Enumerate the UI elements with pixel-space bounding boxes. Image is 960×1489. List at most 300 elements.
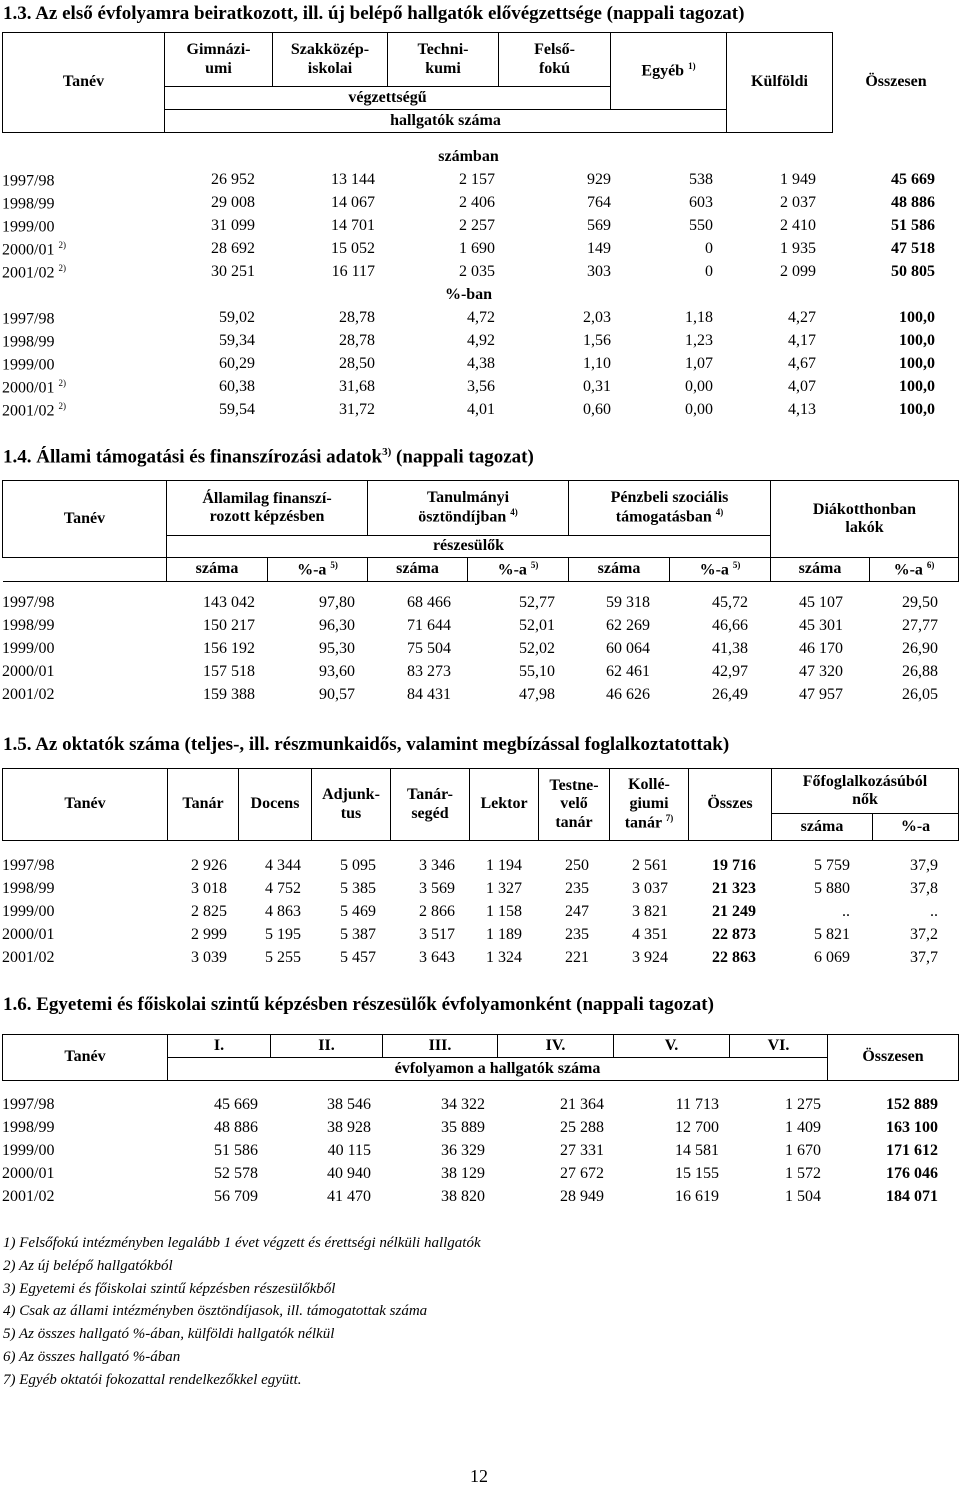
value-cell: 184 071 (886, 1188, 938, 1206)
value-cell: 159 388 (203, 686, 255, 704)
value-cell: 62 461 (606, 663, 650, 681)
value-cell: 52,77 (519, 594, 555, 612)
value-cell: 5 385 (340, 880, 376, 898)
value-cell: 100,0 (899, 378, 935, 396)
value-cell: 0,00 (685, 378, 713, 396)
value-cell: 45,72 (712, 594, 748, 612)
value-cell: 60,29 (219, 355, 255, 373)
value-cell: 34 322 (441, 1096, 485, 1114)
value-cell: 25 288 (560, 1119, 604, 1137)
value-cell: 1 949 (780, 171, 816, 189)
table-row (2, 878, 938, 901)
value-cell: 2 037 (780, 194, 816, 212)
value-cell: 48 886 (891, 194, 935, 212)
value-cell: 28 949 (560, 1188, 604, 1206)
value-cell: 38 820 (441, 1188, 485, 1206)
header-tanev: Tanév (3, 481, 167, 558)
value-cell: 1 327 (486, 880, 522, 898)
table-row (2, 901, 938, 924)
value-cell: 97,80 (319, 594, 355, 612)
value-cell: 3 569 (419, 880, 455, 898)
table-1-4-title: 1.4. Állami támogatási és finanszírozási adatok$^{3)}$ (nappali tagozat) (3, 446, 534, 468)
value-cell: 1 189 (486, 926, 522, 944)
year-cell: 2000/01 (2, 1165, 55, 1183)
header-evf-6: VI. (730, 1035, 828, 1058)
year-cell: 1998/99 (2, 332, 55, 350)
value-cell: 59 318 (606, 594, 650, 612)
value-cell: 40 115 (327, 1142, 371, 1160)
header-evf-3: III. (383, 1035, 498, 1058)
year-cell: 2000/01 $^{2)}$ (2, 239, 66, 258)
value-cell: 31 099 (211, 217, 255, 235)
value-cell: 60,38 (219, 378, 255, 396)
table-row (2, 1117, 938, 1140)
value-cell: 48 886 (214, 1119, 258, 1137)
value-cell: 1 504 (785, 1188, 821, 1206)
year-cell: 1999/00 (2, 355, 55, 373)
value-cell: 14 701 (331, 217, 375, 235)
value-cell: 52,02 (519, 640, 555, 658)
year-cell: 2000/01 (2, 926, 55, 944)
header-reszesulok: részesülők (167, 536, 771, 558)
value-cell: 4 752 (265, 880, 301, 898)
value-cell: 11 713 (675, 1096, 719, 1114)
value-cell: 157 518 (203, 663, 255, 681)
value-cell: 28,78 (339, 309, 375, 327)
value-cell: 3 924 (632, 949, 668, 967)
value-cell: .. (930, 903, 938, 921)
header-diakotthon: Diákotthonban lakók (771, 481, 959, 558)
footnote: 4) Csak az állami intézményben ösztöndíjasok, ill. támogatottak száma (3, 1303, 428, 1320)
table-1-6-header (2, 1034, 959, 1081)
value-cell: 28 692 (211, 240, 255, 258)
value-cell: 52 578 (214, 1165, 258, 1183)
value-cell: 2 561 (632, 857, 668, 875)
value-cell: 150 217 (203, 617, 255, 635)
year-cell: 2001/02 (2, 949, 55, 967)
header-pct: %-a $^{5)}$ (268, 558, 368, 582)
value-cell: 41,38 (712, 640, 748, 658)
value-cell: 235 (565, 880, 589, 898)
value-cell: 156 192 (203, 640, 255, 658)
value-cell: .. (842, 903, 850, 921)
value-cell: 68 466 (407, 594, 451, 612)
footnote: 3) Egyetemi és főiskolai szintű képzésben részesülőkből (3, 1280, 336, 1297)
footnote: 6) Az összes hallgató %-ában (3, 1348, 181, 1365)
value-cell: 1,07 (685, 355, 713, 373)
value-cell: 96,30 (319, 617, 355, 635)
value-cell: 2 866 (419, 903, 455, 921)
value-cell: 4 344 (265, 857, 301, 875)
value-cell: 37,2 (910, 926, 938, 944)
table-1-5-body (2, 855, 938, 970)
header-felsofoku: Felső- fokú (499, 33, 611, 87)
value-cell: 47 320 (799, 663, 843, 681)
header-tanev: Tanév (3, 33, 165, 133)
header-evfolyamon: évfolyamon a hallgatók száma (168, 1058, 828, 1081)
table-row (2, 146, 935, 169)
value-cell: 152 889 (886, 1096, 938, 1114)
table-row (2, 947, 938, 970)
value-cell: 176 046 (886, 1165, 938, 1183)
value-cell: 4,38 (467, 355, 495, 373)
table-row (2, 307, 935, 330)
table-row (2, 238, 935, 261)
value-cell: 2 035 (459, 263, 495, 281)
year-cell: 2001/02 (2, 1188, 55, 1206)
value-cell: 1,18 (685, 309, 713, 327)
value-cell: 62 269 (606, 617, 650, 635)
value-cell: 0,60 (583, 401, 611, 419)
value-cell: 51 586 (214, 1142, 258, 1160)
value-cell: 35 889 (441, 1119, 485, 1137)
header-pct: %-a $^{5)}$ (670, 558, 771, 582)
header-lektor: Lektor (470, 769, 539, 841)
header-hallgatok-szama: hallgatók száma (165, 110, 727, 133)
value-cell: 4,13 (788, 401, 816, 419)
header-evf-5: V. (614, 1035, 730, 1058)
value-cell: 1,56 (583, 332, 611, 350)
header-osszesen: Összesen (828, 1035, 959, 1081)
value-cell: 52,01 (519, 617, 555, 635)
year-cell: 1998/99 (2, 1119, 55, 1137)
value-cell: 46 170 (799, 640, 843, 658)
value-cell: 22 873 (712, 926, 756, 944)
header-tanar: Tanár (168, 769, 239, 841)
year-cell: 1997/98 (2, 594, 55, 612)
value-cell: 95,30 (319, 640, 355, 658)
value-cell: 46 626 (606, 686, 650, 704)
value-cell: 12 700 (675, 1119, 719, 1137)
section-label: számban (438, 148, 499, 166)
year-cell: 2001/02 (2, 686, 55, 704)
value-cell: 5 821 (814, 926, 850, 944)
value-cell: 38 129 (441, 1165, 485, 1183)
value-cell: 29,50 (902, 594, 938, 612)
value-cell: 100,0 (899, 355, 935, 373)
value-cell: 929 (587, 171, 611, 189)
table-row (2, 261, 935, 284)
value-cell: 2 825 (191, 903, 227, 921)
value-cell: 5 759 (814, 857, 850, 875)
value-cell: 42,97 (712, 663, 748, 681)
value-cell: 4,01 (467, 401, 495, 419)
value-cell: 45 107 (799, 594, 843, 612)
header-adjunktus: Adjunk- tus (312, 769, 391, 841)
value-cell: 4 351 (632, 926, 668, 944)
table-1-4-body (2, 592, 938, 707)
value-cell: 3 643 (419, 949, 455, 967)
header-tanev: Tanév (3, 1035, 168, 1081)
value-cell: 4,27 (788, 309, 816, 327)
value-cell: 19 716 (712, 857, 756, 875)
value-cell: 303 (587, 263, 611, 281)
header-szakkozepiskolai: Szakközép- iskolai (273, 33, 388, 87)
value-cell: 5 469 (340, 903, 376, 921)
header-kollegiumi: Kollé- giumi tanár $^{7)}$ (610, 769, 689, 841)
header-docens: Docens (239, 769, 312, 841)
value-cell: 2 257 (459, 217, 495, 235)
value-cell: 16 117 (331, 263, 375, 281)
header-technikumi: Techni- kumi (388, 33, 499, 87)
value-cell: 15 052 (331, 240, 375, 258)
value-cell: 26,49 (712, 686, 748, 704)
table-row (2, 1140, 938, 1163)
value-cell: 1 324 (486, 949, 522, 967)
value-cell: 538 (689, 171, 713, 189)
header-gimnaziumi: Gimnázi- umi (165, 33, 273, 87)
value-cell: 38 546 (327, 1096, 371, 1114)
value-cell: 247 (565, 903, 589, 921)
value-cell: 21 364 (560, 1096, 604, 1114)
header-szama: száma (771, 558, 870, 582)
year-cell: 1998/99 (2, 617, 55, 635)
value-cell: 27 331 (560, 1142, 604, 1160)
value-cell: 45 669 (214, 1096, 258, 1114)
value-cell: 13 144 (331, 171, 375, 189)
value-cell: 235 (565, 926, 589, 944)
header-tanarsegeg: Tanár- segéd (391, 769, 470, 841)
header-allamilag: Államilag finanszí- rozott képzésben (167, 481, 368, 536)
value-cell: 4,92 (467, 332, 495, 350)
value-cell: 2 999 (191, 926, 227, 944)
value-cell: 36 329 (441, 1142, 485, 1160)
value-cell: 4,72 (467, 309, 495, 327)
header-evf-1: I. (168, 1035, 271, 1058)
value-cell: 2,03 (583, 309, 611, 327)
table-row (2, 215, 935, 238)
value-cell: 149 (587, 240, 611, 258)
table-row (2, 1186, 938, 1209)
footnotes (3, 1232, 481, 1392)
value-cell: 47 518 (891, 240, 935, 258)
header-osszes: Összes (689, 769, 772, 841)
table-1-6-body (2, 1094, 938, 1209)
value-cell: 4,07 (788, 378, 816, 396)
table-row (2, 376, 935, 399)
header-vegzettsegu: végzettségű (165, 87, 611, 110)
table-row (2, 330, 935, 353)
year-cell: 1999/00 (2, 903, 55, 921)
value-cell: 46,66 (712, 617, 748, 635)
table-row (2, 661, 938, 684)
table-row (2, 284, 935, 307)
value-cell: 28,78 (339, 332, 375, 350)
value-cell: 60 064 (606, 640, 650, 658)
value-cell: 100,0 (899, 401, 935, 419)
value-cell: 100,0 (899, 309, 935, 327)
table-row (2, 1094, 938, 1117)
value-cell: 93,60 (319, 663, 355, 681)
value-cell: 45 301 (799, 617, 843, 635)
value-cell: 40 940 (327, 1165, 371, 1183)
value-cell: 3,56 (467, 378, 495, 396)
table-1-3-header (2, 32, 959, 133)
value-cell: 3 018 (191, 880, 227, 898)
header-osszesen: Összesen (865, 73, 927, 91)
value-cell: 75 504 (407, 640, 451, 658)
value-cell: 47 957 (799, 686, 843, 704)
value-cell: 100,0 (899, 332, 935, 350)
value-cell: 37,7 (910, 949, 938, 967)
value-cell: 1 935 (780, 240, 816, 258)
value-cell: 50 805 (891, 263, 935, 281)
value-cell: 1,23 (685, 332, 713, 350)
value-cell: 550 (689, 217, 713, 235)
value-cell: 163 100 (886, 1119, 938, 1137)
value-cell: 29 008 (211, 194, 255, 212)
value-cell: 6 069 (814, 949, 850, 967)
table-1-3-title: 1.3. Az első évfolyamra beiratkozott, ill. új belépő hallgatók elővégzettsége (nappali tagozat) (3, 3, 745, 24)
value-cell: 37,8 (910, 880, 938, 898)
header-fofoglalkozasu: Főfoglalkozásúból nők (772, 769, 959, 814)
table-row (2, 638, 938, 661)
value-cell: 71 644 (407, 617, 451, 635)
table-1-5-header (2, 768, 959, 841)
table-row (2, 353, 935, 376)
value-cell: 3 517 (419, 926, 455, 944)
table-1-5-title: 1.5. Az oktatók száma (teljes-, ill. részmunkaidős, valamint megbízással foglalkoztatottak) (3, 734, 730, 755)
value-cell: 221 (565, 949, 589, 967)
header-penzbeli: Pénzbeli szociális támogatásban $^{4)}$ (569, 481, 771, 536)
value-cell: 1 572 (785, 1165, 821, 1183)
value-cell: 90,57 (319, 686, 355, 704)
value-cell: 2 926 (191, 857, 227, 875)
value-cell: 5 095 (340, 857, 376, 875)
value-cell: 59,02 (219, 309, 255, 327)
value-cell: 1 670 (785, 1142, 821, 1160)
header-szama: száma (167, 558, 268, 582)
value-cell: 28,50 (339, 355, 375, 373)
year-cell: 1999/00 (2, 1142, 55, 1160)
footnote: 5) Az összes hallgató %-ában, külföldi hallgatók nélkül (3, 1326, 335, 1343)
value-cell: 26,05 (902, 686, 938, 704)
year-cell: 1998/99 (2, 880, 55, 898)
value-cell: 30 251 (211, 263, 255, 281)
value-cell: 59,34 (219, 332, 255, 350)
value-cell: 27,77 (902, 617, 938, 635)
header-szama: száma (368, 558, 468, 582)
header-tanev: Tanév (3, 769, 168, 841)
value-cell: 38 928 (327, 1119, 371, 1137)
value-cell: 26,88 (902, 663, 938, 681)
value-cell: 171 612 (886, 1142, 938, 1160)
value-cell: 21 323 (712, 880, 756, 898)
value-cell: 569 (587, 217, 611, 235)
value-cell: 83 273 (407, 663, 451, 681)
table-row (2, 615, 938, 638)
value-cell: 16 619 (675, 1188, 719, 1206)
table-row (2, 399, 935, 422)
value-cell: 41 470 (327, 1188, 371, 1206)
value-cell: 5 255 (265, 949, 301, 967)
value-cell: 47,98 (519, 686, 555, 704)
value-cell: 0,00 (685, 401, 713, 419)
value-cell: 21 249 (712, 903, 756, 921)
value-cell: 1 690 (459, 240, 495, 258)
value-cell: 603 (689, 194, 713, 212)
value-cell: 2 406 (459, 194, 495, 212)
value-cell: 0,31 (583, 378, 611, 396)
table-row (2, 855, 938, 878)
header-szama: száma (772, 814, 873, 841)
value-cell: 22 863 (712, 949, 756, 967)
value-cell: 2 410 (780, 217, 816, 235)
table-row (2, 1163, 938, 1186)
header-pct: %-a (873, 814, 959, 841)
year-cell: 1998/99 (2, 194, 55, 212)
value-cell: 1 409 (785, 1119, 821, 1137)
table-row (2, 592, 938, 615)
value-cell: 14 581 (675, 1142, 719, 1160)
header-pct: %-a $^{5)}$ (468, 558, 569, 582)
value-cell: 2 157 (459, 171, 495, 189)
value-cell: 3 821 (632, 903, 668, 921)
value-cell: 4,17 (788, 332, 816, 350)
year-cell: 1997/98 (2, 171, 55, 189)
footnote: 7) Egyéb oktatói fokozattal rendelkezőkkel együtt. (3, 1371, 302, 1388)
value-cell: 0 (705, 240, 713, 258)
page-number: 12 (470, 1466, 488, 1486)
value-cell: 3 037 (632, 880, 668, 898)
value-cell: 764 (587, 194, 611, 212)
year-cell: 2000/01 (2, 663, 55, 681)
header-tanulmanyi: Tanulmányi ösztöndíjban $^{4)}$ (368, 481, 569, 536)
table-1-6-title: 1.6. Egyetemi és főiskolai szintű képzésben részesülők évfolyamonként (nappali tagozat) (3, 994, 714, 1015)
value-cell: 84 431 (407, 686, 451, 704)
value-cell: 0 (705, 263, 713, 281)
value-cell: 14 067 (331, 194, 375, 212)
value-cell: 1 194 (486, 857, 522, 875)
value-cell: 4,67 (788, 355, 816, 373)
value-cell: 5 457 (340, 949, 376, 967)
value-cell: 31,68 (339, 378, 375, 396)
table-row (2, 924, 938, 947)
value-cell: 26 952 (211, 171, 255, 189)
header-evf-4: IV. (498, 1035, 614, 1058)
value-cell: 5 195 (265, 926, 301, 944)
header-testnevelo: Testne- velő tanár (539, 769, 610, 841)
year-cell: 1999/00 (2, 640, 55, 658)
table-1-3-body (2, 146, 935, 422)
value-cell: 31,72 (339, 401, 375, 419)
value-cell: 1 158 (486, 903, 522, 921)
table-row (2, 192, 935, 215)
value-cell: 59,54 (219, 401, 255, 419)
value-cell: 5 387 (340, 926, 376, 944)
value-cell: 1 275 (785, 1096, 821, 1114)
footnote: 1) Felsőfokú intézményben legalább 1 évet végzett és érettségi nélküli hallgatók (3, 1235, 481, 1251)
value-cell: 4 863 (265, 903, 301, 921)
table-row (2, 684, 938, 707)
year-cell: 1997/98 (2, 309, 55, 327)
year-cell: 2000/01 $^{2)}$ (2, 377, 66, 396)
year-cell: 1999/00 (2, 217, 55, 235)
value-cell: 56 709 (214, 1188, 258, 1206)
value-cell: 250 (565, 857, 589, 875)
value-cell: 15 155 (675, 1165, 719, 1183)
value-cell: 37,9 (910, 857, 938, 875)
header-pct: %-a $^{6)}$ (870, 558, 959, 582)
value-cell: 45 669 (891, 171, 935, 189)
value-cell: 51 586 (891, 217, 935, 235)
year-cell: 2001/02 $^{2)}$ (2, 262, 66, 281)
value-cell: 3 346 (419, 857, 455, 875)
value-cell: 55,10 (519, 663, 555, 681)
footnote: 2) Az új belépő hallgatókból (3, 1257, 173, 1274)
year-cell: 1997/98 (2, 857, 55, 875)
header-kulfoldi: Külföldi (727, 33, 833, 133)
